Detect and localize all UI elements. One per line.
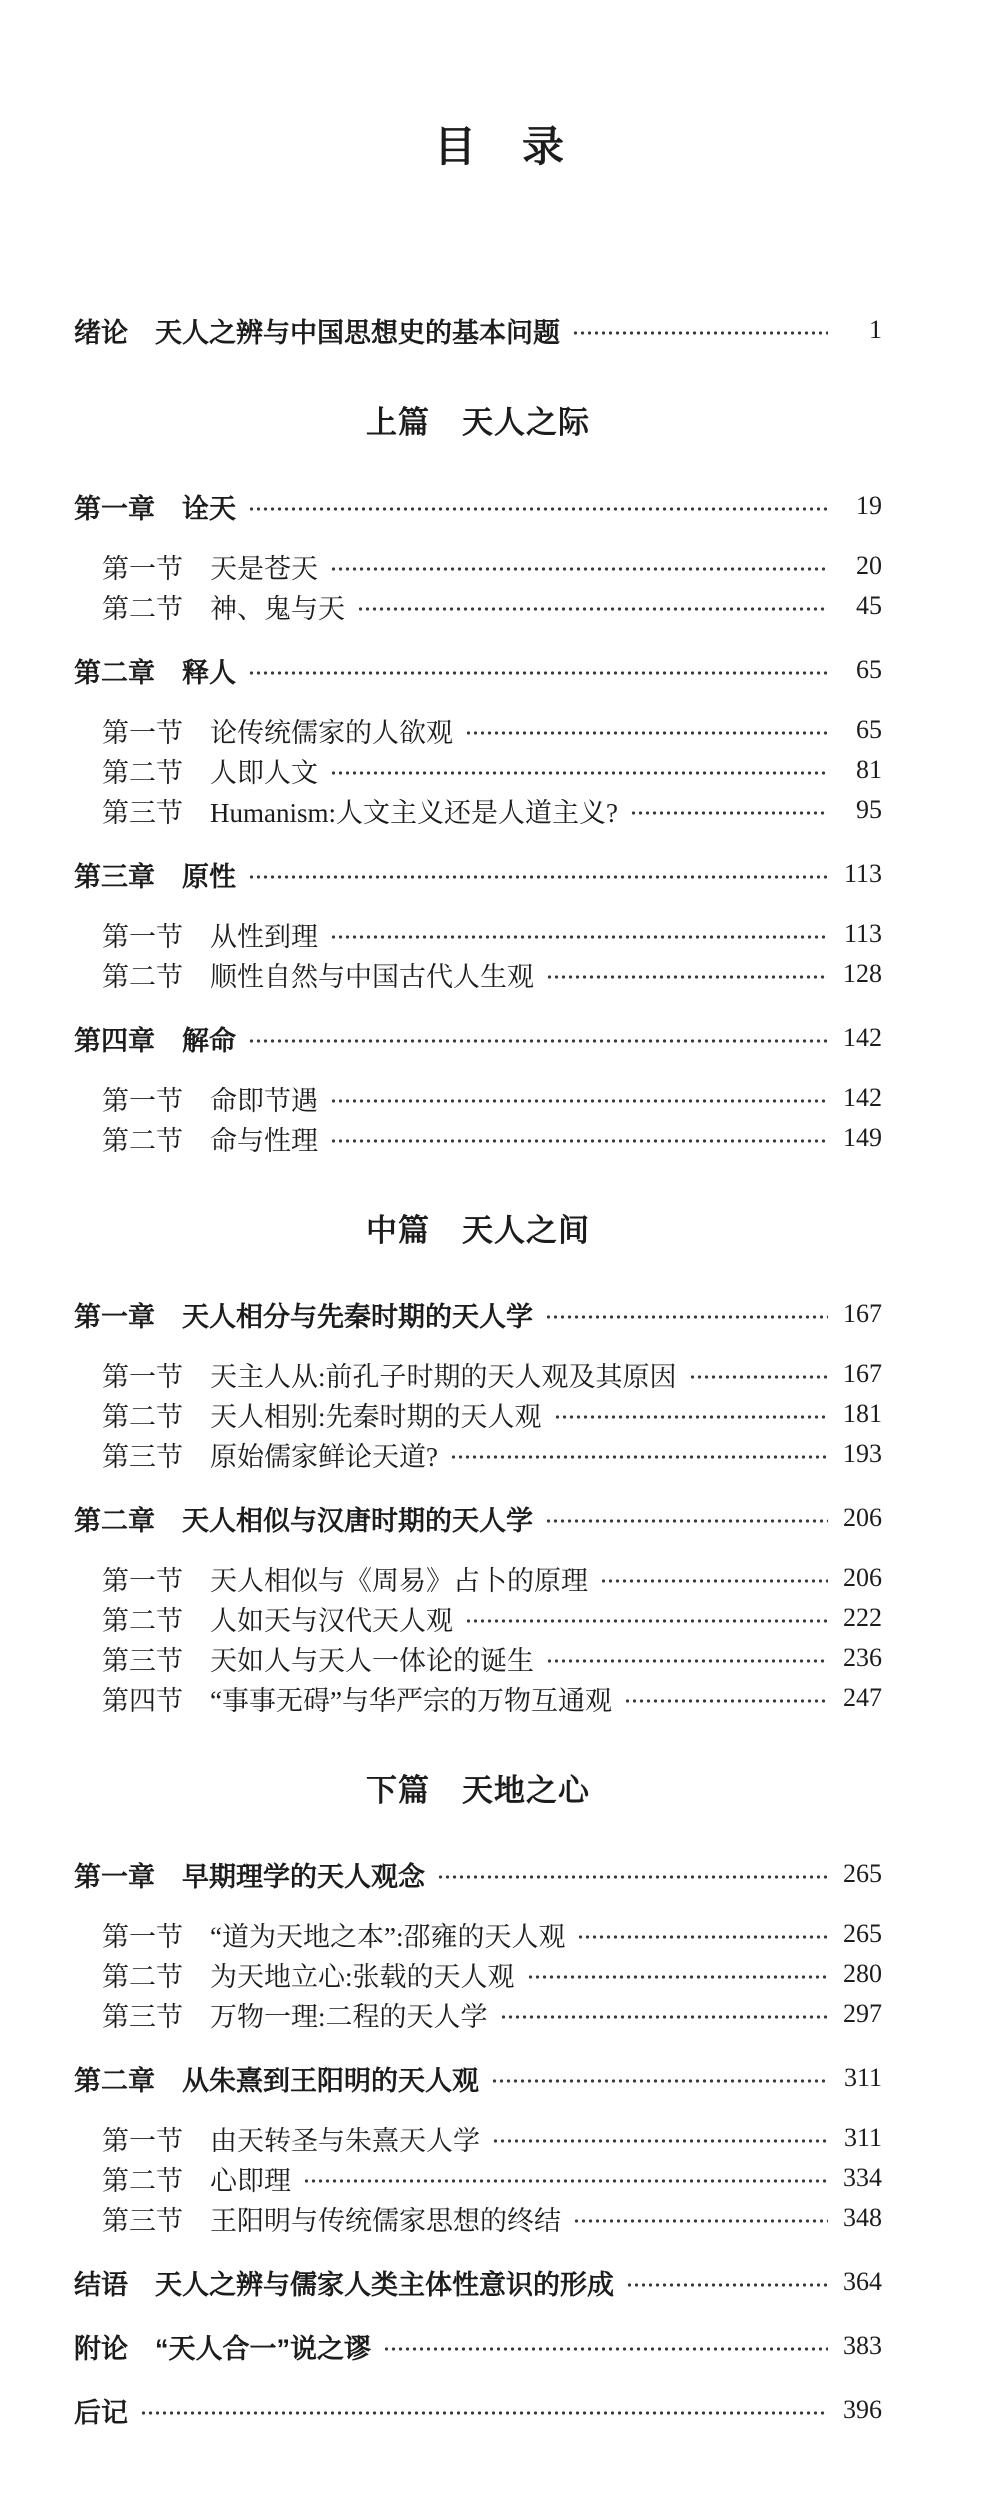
toc-entry <box>74 1598 882 1638</box>
toc-entry <box>74 2262 882 2302</box>
dot-leader <box>630 803 828 823</box>
toc-entry <box>74 1394 882 1434</box>
toc-entry <box>74 1354 882 1394</box>
toc-entry-label: 第四节 “事事无碍”与华严宗的万物互通观 <box>102 1685 612 1716</box>
dot-leader <box>624 1691 828 1711</box>
dot-leader <box>248 663 828 683</box>
toc-entry-page-number: 45 <box>856 591 882 620</box>
toc-entry-page-number: 149 <box>843 1123 882 1152</box>
dot-leader <box>330 1131 828 1151</box>
toc-entry-label: 第一节 天是苍天 <box>102 553 318 584</box>
toc-entry <box>74 2158 882 2198</box>
dot-leader <box>330 763 828 783</box>
toc-entry-label: 第四章 解命 <box>74 1025 236 1056</box>
toc-entry <box>74 954 882 994</box>
toc-entry-page-number: 142 <box>843 1083 882 1112</box>
toc-entry <box>74 1854 882 1894</box>
toc-entry-label: 第二节 天人相别:先秦时期的天人观 <box>102 1401 542 1432</box>
toc-entry <box>74 1914 882 1954</box>
toc-entry-label: 第二节 为天地立心:张载的天人观 <box>102 1961 515 1992</box>
toc-part-heading <box>74 1204 882 1250</box>
toc-entry-label: 第二节 命与性理 <box>102 1125 318 1156</box>
dot-leader <box>546 1651 828 1671</box>
toc-entry-label: 第一章 诠天 <box>74 493 236 524</box>
toc-entry <box>74 1638 882 1678</box>
toc-entry <box>74 2198 882 2238</box>
toc-entry <box>74 1678 882 1718</box>
toc-entry <box>74 1558 882 1598</box>
toc-entry-page-number: 265 <box>843 1919 882 1948</box>
dot-leader <box>357 599 828 619</box>
dot-leader <box>600 1571 828 1591</box>
toc-entry <box>74 1434 882 1474</box>
dot-leader <box>248 1031 828 1051</box>
dot-leader <box>545 1307 828 1327</box>
dot-leader <box>330 927 828 947</box>
toc-entry-page-number: 167 <box>843 1359 882 1388</box>
toc-entry-label: 第二章 从朱熹到王阳明的天人观 <box>74 2065 479 2096</box>
toc-entry <box>74 1498 882 1538</box>
toc-entry-page-number: 265 <box>843 1859 882 1888</box>
toc-entry <box>74 1118 882 1158</box>
dot-leader <box>248 867 828 887</box>
dot-leader <box>465 723 828 743</box>
dot-leader <box>492 2131 828 2151</box>
toc-entry <box>74 1294 882 1334</box>
toc-part-heading <box>74 396 882 442</box>
toc-entry-page-number: 193 <box>843 1439 882 1468</box>
toc-entry-page-number: 311 <box>843 2063 882 2092</box>
toc-part-heading-label: 下篇 天地之心 <box>366 1772 590 1808</box>
toc-entry <box>74 2058 882 2098</box>
toc-entry-label: 第二章 天人相似与汉唐时期的天人学 <box>74 1505 533 1536</box>
toc-entry <box>74 2326 882 2366</box>
toc-entry <box>74 2390 882 2430</box>
toc-entry-page-number: 113 <box>843 859 882 888</box>
page-title: 目 录 <box>433 125 566 171</box>
toc-entry-label: 第二章 释人 <box>74 657 236 688</box>
toc-entry-page-number: 65 <box>856 655 882 684</box>
toc-entry <box>74 1018 882 1058</box>
toc-entry-page-number: 396 <box>843 2395 882 2424</box>
toc-entry <box>74 914 882 954</box>
toc-entry-label: 第一章 早期理学的天人观念 <box>74 1861 425 1892</box>
toc-entry-page-number: 297 <box>843 1999 882 2028</box>
toc-entry-page-number: 334 <box>843 2163 882 2192</box>
toc-entry <box>74 750 882 790</box>
toc-entry-page-number: 247 <box>843 1683 882 1712</box>
toc-entry-label: 第一节 从性到理 <box>102 921 318 952</box>
toc-entry <box>74 790 882 830</box>
dot-leader <box>689 1367 828 1387</box>
toc-part-heading-label: 中篇 天人之间 <box>366 1212 590 1248</box>
toc-entry-label: 第二节 人如天与汉代天人观 <box>102 1605 453 1636</box>
toc-entry-label: 第一节 命即节遇 <box>102 1085 318 1116</box>
toc-entry-label: 第一节 天人相似与《周易》占卜的原理 <box>102 1565 588 1596</box>
toc-entry-page-number: 364 <box>843 2267 882 2296</box>
toc-entry <box>74 1954 882 1994</box>
toc-entry-label: 第一章 天人相分与先秦时期的天人学 <box>74 1301 533 1332</box>
toc-entry-page-number: 113 <box>843 919 882 948</box>
toc-entry-label: 第一节 论传统儒家的人欲观 <box>102 717 453 748</box>
toc-entry <box>74 546 882 586</box>
toc-entry-page-number: 280 <box>843 1959 882 1988</box>
toc-entry-label: 第三节 天如人与天人一体论的诞生 <box>102 1645 534 1676</box>
toc-entry <box>74 310 882 350</box>
toc-entry-label: 附论 “天人合一”说之谬 <box>74 2333 371 2364</box>
toc-entry-label: 第一节 由天转圣与朱熹天人学 <box>102 2125 480 2156</box>
dot-leader <box>500 2007 828 2027</box>
dot-leader <box>572 323 828 343</box>
toc-entry <box>74 1078 882 1118</box>
dot-leader <box>573 2211 828 2231</box>
dot-leader <box>527 1967 828 1987</box>
toc-entry-label: 结语 天人之辨与儒家人类主体性意识的形成 <box>74 2269 614 2300</box>
toc-entry-label: 第三节 万物一理:二程的天人学 <box>102 2001 488 2032</box>
toc-entry <box>74 1994 882 2034</box>
toc-entry-page-number: 348 <box>843 2203 882 2232</box>
toc-entry-label: 第三节 王阳明与传统儒家思想的终结 <box>102 2205 561 2236</box>
dot-leader <box>545 1511 828 1531</box>
toc-entry-label: 第二节 心即理 <box>102 2165 291 2196</box>
dot-leader <box>546 967 828 987</box>
toc-entry-label: 第二节 神、鬼与天 <box>102 593 345 624</box>
toc-entry-page-number: 19 <box>856 491 882 520</box>
toc-entry-label: 第二节 人即人文 <box>102 757 318 788</box>
toc-entry <box>74 854 882 894</box>
toc-entry-page-number: 311 <box>843 2123 882 2152</box>
dot-leader <box>330 1091 828 1111</box>
toc-entry-page-number: 206 <box>843 1563 882 1592</box>
toc-entry-page-number: 222 <box>843 1603 882 1632</box>
toc-entry-page-number: 65 <box>856 715 882 744</box>
toc-entry-page-number: 236 <box>843 1643 882 1672</box>
dot-leader <box>248 499 828 519</box>
dot-leader <box>450 1447 828 1467</box>
toc-entry-label: 第二节 顺性自然与中国古代人生观 <box>102 961 534 992</box>
toc-entry-page-number: 81 <box>856 755 882 784</box>
toc-entry-label: 第一节 “道为天地之本”:邵雍的天人观 <box>102 1921 566 1952</box>
dot-leader <box>303 2171 828 2191</box>
toc-entry-label: 后记 <box>74 2397 128 2428</box>
toc-entry-page-number: 167 <box>843 1299 882 1328</box>
dot-leader <box>383 2339 828 2359</box>
toc-entry-page-number: 20 <box>856 551 882 580</box>
toc-entry <box>74 710 882 750</box>
dot-leader <box>437 1867 828 1887</box>
dot-leader <box>465 1611 828 1631</box>
toc-entry-page-number: 206 <box>843 1503 882 1532</box>
toc-entry-label: 绪论 天人之辨与中国思想史的基本问题 <box>74 317 560 348</box>
toc-entry <box>74 586 882 626</box>
toc-entry-label: 第一节 天主人从:前孔子时期的天人观及其原因 <box>102 1361 677 1392</box>
toc-entry-label: 第三章 原性 <box>74 861 236 892</box>
dot-leader <box>491 2071 828 2091</box>
dot-leader <box>626 2275 828 2295</box>
toc-entry-page-number: 383 <box>843 2331 882 2360</box>
toc-entry <box>74 650 882 690</box>
dot-leader <box>330 559 828 579</box>
toc-entry-label: 第三节 Humanism:人文主义还是人道主义? <box>102 797 618 828</box>
toc-part-heading <box>74 1764 882 1810</box>
dot-leader <box>577 1927 828 1947</box>
toc-entry-label: 第三节 原始儒家鲜论天道? <box>102 1441 438 1472</box>
toc-entry-page-number: 95 <box>856 795 882 824</box>
toc-entry <box>74 486 882 526</box>
toc-entry-page-number: 1 <box>869 315 882 344</box>
toc-part-heading-label: 上篇 天人之际 <box>366 404 590 440</box>
dot-leader <box>140 2403 828 2423</box>
toc-list <box>74 176 882 2430</box>
toc-entry-page-number: 128 <box>843 959 882 988</box>
dot-leader <box>554 1407 828 1427</box>
toc-entry-page-number: 181 <box>843 1399 882 1428</box>
toc-entry-page-number: 142 <box>843 1023 882 1052</box>
toc-entry <box>74 2118 882 2158</box>
